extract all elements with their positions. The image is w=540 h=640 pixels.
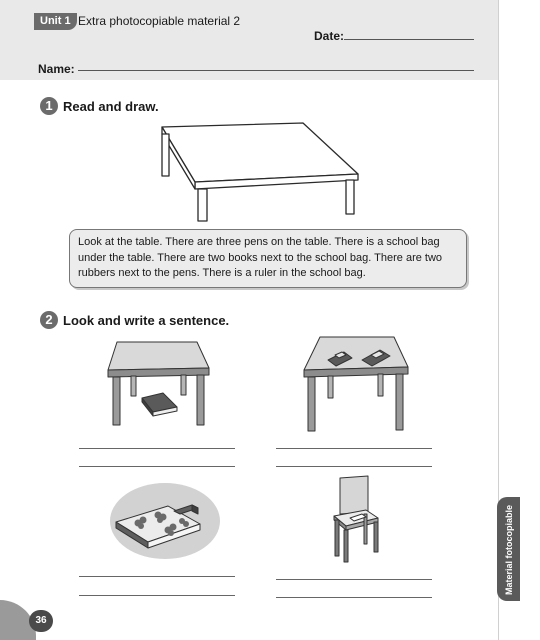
answer-line-c2[interactable] (79, 595, 235, 596)
date-write-line[interactable] (344, 39, 474, 40)
name-write-line[interactable] (78, 70, 474, 71)
answer-line-c1[interactable] (79, 576, 235, 577)
worksheet-title: Extra photocopiable material 2 (78, 14, 241, 28)
answer-line-d1[interactable] (276, 579, 432, 580)
exercise-2-instruction: Look and write a sentence. (63, 313, 230, 328)
answer-line-a1[interactable] (79, 448, 235, 449)
ruler-on-chair-picture (330, 474, 382, 564)
empty-table-drawing[interactable] (150, 118, 370, 226)
date-label: Date: (314, 29, 345, 43)
page-number: 36 (29, 610, 53, 632)
header-band (0, 0, 498, 80)
books-picture (108, 480, 222, 562)
name-label: Name: (38, 62, 75, 76)
exercise-1-text-box: Look at the table. There are three pens on the table. There is a school bag under the table. There are two books next to the school bag. There are two rubbers next to the pens. There is a ruler in the school bag. (69, 229, 467, 288)
rubbers-on-table-picture (298, 332, 410, 436)
answer-line-b1[interactable] (276, 448, 432, 449)
exercise-1-instruction: Read and draw. (63, 99, 159, 114)
side-tab-label: Material fotocopiable (504, 504, 514, 596)
book-under-table-picture (105, 338, 215, 430)
answer-line-b2[interactable] (276, 466, 432, 467)
answer-line-a2[interactable] (79, 466, 235, 467)
exercise-1-number: 1 (40, 97, 58, 115)
answer-line-d2[interactable] (276, 597, 432, 598)
unit-badge: Unit 1 (34, 13, 77, 30)
exercise-2-number: 2 (40, 311, 58, 329)
